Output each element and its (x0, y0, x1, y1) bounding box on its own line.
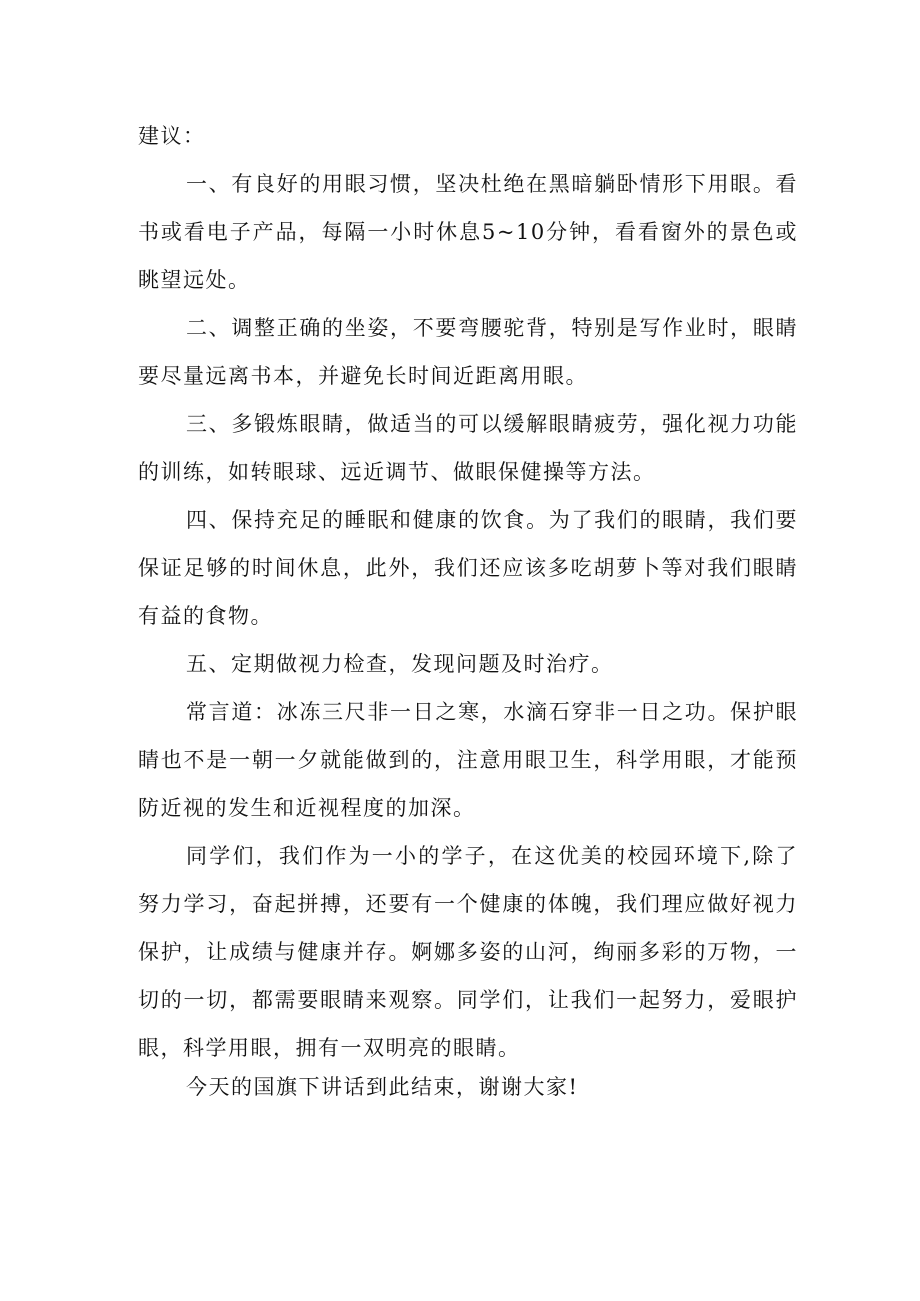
paragraph-suggestion-4: 四、保持充足的睡眠和健康的饮食。为了我们的眼睛，我们要保证足够的时间休息，此外，我们还应该多吃胡萝卜等对我们眼睛有益的食物。 (138, 508, 798, 628)
document-body (138, 112, 798, 1106)
paragraph-call-to-action: 同学们，我们作为一小的学子，在这优美的校园环境下,除了努力学习，奋起拼搏，还要有一个健康的体魄，我们理应做好视力保护，让成绩与健康并存。婀娜多姿的山河，绚丽多彩的万物，一切的一切，都需要眼睛来观察。同学们，让我们一起努力，爱眼护眼，科学用眼，拥有一双明亮的眼睛。 (138, 844, 798, 1060)
paragraph-proverb: 常言道：冰冻三尺非一日之寒，水滴石穿非一日之功。保护眼睛也不是一朝一夕就能做到的，注意用眼卫生，科学用眼，才能预防近视的发生和近视程度的加深。 (138, 700, 798, 820)
paragraph-suggestion-2: 二、调整正确的坐姿，不要弯腰驼背，特别是写作业时，眼睛要尽量远离书本，并避免长时间近距离用眼。 (138, 316, 798, 388)
paragraph-suggestion-5: 五、定期做视力检查，发现问题及时治疗。 (186, 652, 614, 676)
section-heading: 建议： (138, 124, 206, 148)
paragraph-suggestion-1: 一、有良好的用眼习惯，坚决杜绝在黑暗躺卧情形下用眼。看书或看电子产品，每隔一小时休息5~10分钟，看看窗外的景色或眺望远处。 (138, 172, 798, 292)
paragraph-suggestion-3: 三、多锻炼眼睛，做适当的可以缓解眼睛疲劳，强化视力功能的训练，如转眼球、远近调节、做眼保健操等方法。 (138, 412, 798, 484)
paragraph-closing: 今天的国旗下讲话到此结束，谢谢大家! (186, 1075, 579, 1099)
